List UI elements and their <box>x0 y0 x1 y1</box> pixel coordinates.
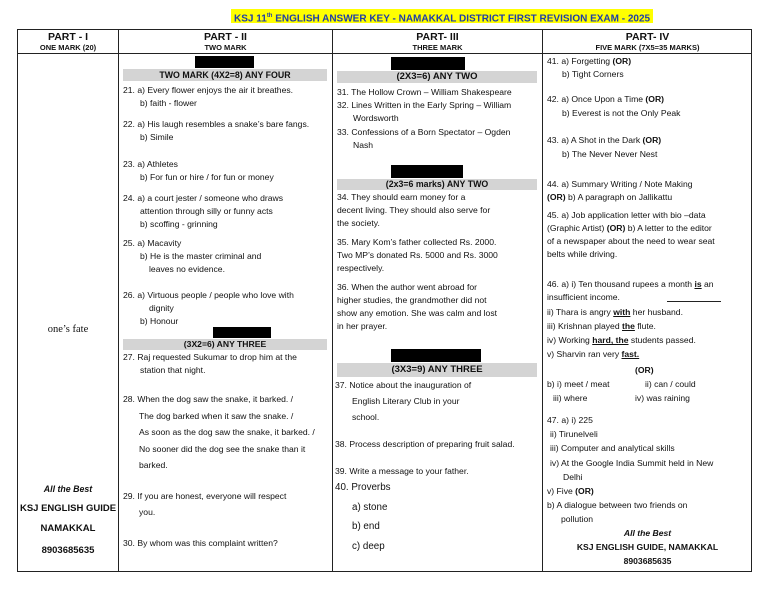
answer-line: iv) Working hard, the students passed. <box>547 335 696 345</box>
answer-line: 35. Mary Kom’s father collected Rs. 2000. <box>337 237 497 247</box>
answer-line: ii) Thara is angry with her husband. <box>547 307 683 317</box>
all-the-best: All the Best <box>623 528 672 538</box>
answer-line: English Literary Club in your <box>352 396 460 406</box>
answer-line: Delhi <box>563 472 583 482</box>
section-band: TWO MARK (4X2=8) ANY FOUR <box>123 69 327 81</box>
answer-line: No sooner did the dog see the snake than it <box>139 444 306 454</box>
guide-name: KSJ ENGLISH GUIDE, NAMAKKAL <box>576 542 719 552</box>
answer-key-table <box>17 29 752 572</box>
one-mark-answer: one’s fate <box>47 324 89 335</box>
answer-line: b) faith - flower <box>140 98 197 108</box>
answer-line: 23. a) Athletes <box>123 159 178 169</box>
answer-line: iii) Krishnan played the flute. <box>547 321 656 331</box>
answer-line: 21. a) Every flower enjoys the air it breathes. <box>123 85 294 95</box>
answer-line: 39. Write a message to your father. <box>335 466 469 476</box>
answer-line: 32. Lines Written in the Early Spring – William <box>337 100 512 110</box>
answer-line: iv) was raining <box>635 393 690 403</box>
part2-column <box>119 54 332 571</box>
redaction-block <box>391 349 481 362</box>
answer-line: belts while driving. <box>547 249 618 259</box>
part1-column <box>18 54 118 571</box>
answer-line: decent living. They should also serve for <box>337 205 491 215</box>
answer-line: the society. <box>337 218 380 228</box>
answer-line: 27. Raj requested Sukumar to drop him at the <box>123 352 297 362</box>
or-label: (OR) <box>635 365 654 375</box>
answer-line: b) Tight Corners <box>562 69 624 79</box>
answer-line: of a newspaper about the need to wear seat <box>547 236 715 246</box>
answer-line: ii) Tirunelveli <box>550 429 598 439</box>
answer-line: 36. When the author went abroad for <box>337 282 477 292</box>
answer-line: 46. a) i) Ten thousand rupees a month is an <box>547 279 714 289</box>
part3-column <box>333 54 542 571</box>
answer-line: iii) where <box>553 393 588 403</box>
section-band: (3X3=9) ANY THREE <box>337 363 537 377</box>
redaction-block <box>391 165 463 178</box>
answer-line: 29. If you are honest, everyone will respect <box>123 491 287 501</box>
part2-header: PART - II TWO MARK <box>204 31 247 52</box>
section-band: (2x3=6 marks) ANY TWO <box>337 179 537 190</box>
guide-phone: 8903685635 <box>623 556 672 566</box>
answer-line: ii) can / could <box>645 379 696 389</box>
answer-line: Two MP’s donated Rs. 5000 and Rs. 3000 <box>337 250 498 260</box>
all-the-best: All the Best <box>43 484 93 494</box>
answer-line: b) He is the master criminal and <box>140 251 262 261</box>
answer-line: b) Honour <box>140 316 179 326</box>
answer-line: 34. They should earn money for a <box>337 192 466 202</box>
answer-line: b) Everest is not the Only Peak <box>562 108 681 118</box>
answer-line: barked. <box>139 460 168 470</box>
answer-line: higher studies, the grandmother did not <box>337 295 487 305</box>
answer-line: v) Sharvin ran very fast. <box>547 349 640 359</box>
answer-line: 33. Confessions of a Born Spectator – Ogden <box>337 127 511 137</box>
guide-phone: 8903685635 <box>41 545 95 556</box>
answer-line: 45. a) Job application letter with bio –data <box>547 210 706 220</box>
answer-line: dignity <box>149 303 174 313</box>
answer-line: b) scoffing - grinning <box>140 219 218 229</box>
part4-header: PART- IV FIVE MARK (7X5=35 MARKS) <box>595 31 700 52</box>
answer-line: 41. a) Forgetting (OR) <box>547 56 632 66</box>
part3-header: PART- III THREE MARK <box>412 31 463 52</box>
answer-line: you. <box>139 507 156 517</box>
answer-line: 22. a) His laugh resembles a snake’s bare fangs. <box>123 119 310 129</box>
blank-underline <box>667 301 721 302</box>
answer-line: 42. a) Once Upon a Time (OR) <box>547 94 665 104</box>
answer-line: a) stone <box>352 502 388 513</box>
answer-line: 43. a) A Shot in the Dark (OR) <box>547 135 662 145</box>
section-band: (2X3=6) ANY TWO <box>337 71 537 83</box>
answer-line: (OR) b) A paragraph on Jallikattu <box>547 192 673 202</box>
redaction-block <box>391 57 465 70</box>
answer-line: 26. a) Virtuous people / people who love with <box>123 290 294 300</box>
section-band: (3X2=6) ANY THREE <box>123 339 327 350</box>
answer-line: school. <box>352 412 380 422</box>
answer-line: 30. By whom was this complaint written? <box>123 538 278 548</box>
answer-line: 37. Notice about the inauguration of <box>335 380 472 390</box>
redaction-block <box>213 327 271 338</box>
answer-line: Nash <box>353 140 374 150</box>
answer-line: iv) At the Google India Summit held in New <box>550 458 714 468</box>
answer-line: 24. a) a court jester / someone who draws <box>123 193 284 203</box>
part1-header: PART - I ONE MARK (20) <box>39 31 97 52</box>
answer-line: b) The Never Never Nest <box>562 149 658 159</box>
answer-line: The dog barked when it saw the snake. / <box>139 411 294 421</box>
answer-line: 44. a) Summary Writing / Note Making <box>547 179 693 189</box>
answer-line: c) deep <box>352 541 385 552</box>
answer-line: 31. The Hollow Crown – William Shakespeare <box>337 87 512 97</box>
answer-line: respectively. <box>337 263 385 273</box>
answer-line: attention through silly or funny acts <box>140 206 273 216</box>
answer-line: Wordsworth <box>353 113 399 123</box>
guide-place: NAMAKKAL <box>40 523 96 534</box>
guide-name: KSJ ENGLISH GUIDE <box>19 503 117 514</box>
answer-line: in her prayer. <box>337 321 388 331</box>
answer-line: b) end <box>352 521 380 532</box>
answer-line: 38. Process description of preparing fruit salad. <box>335 439 515 449</box>
answer-line: b) Simile <box>140 132 174 142</box>
answer-line: b) For fun or hire / for fun or money <box>140 172 274 182</box>
answer-line: show any emotion. She was calm and lost <box>337 308 498 318</box>
answer-line: 28. When the dog saw the snake, it barked. / <box>123 394 294 404</box>
answer-line: station that night. <box>140 365 206 375</box>
answer-line: (Graphic Artist) (OR) b) A letter to the editor <box>547 223 712 233</box>
answer-line: 47. a) i) 225 <box>547 415 593 425</box>
redaction-block <box>195 56 254 68</box>
answer-line: v) Five (OR) <box>547 486 594 496</box>
answer-line: b) A dialogue between two friends on <box>547 500 688 510</box>
answer-line: leaves no evidence. <box>149 264 225 274</box>
page-title: KSJ 11th ENGLISH ANSWER KEY - NAMAKKAL DISTRICT FIRST REVISION EXAM - 2025 <box>231 9 653 23</box>
answer-line: 40. Proverbs <box>335 482 391 493</box>
answer-line: b) i) meet / meat <box>547 379 610 389</box>
answer-line: iii) Computer and analytical skills <box>550 443 675 453</box>
answer-line: As soon as the dog saw the snake, it barked. / <box>139 427 315 437</box>
answer-line: pollution <box>561 514 594 524</box>
answer-line: insufficient income. <box>547 292 620 302</box>
part4-column <box>543 54 752 571</box>
answer-line: 25. a) Macavity <box>123 238 182 248</box>
